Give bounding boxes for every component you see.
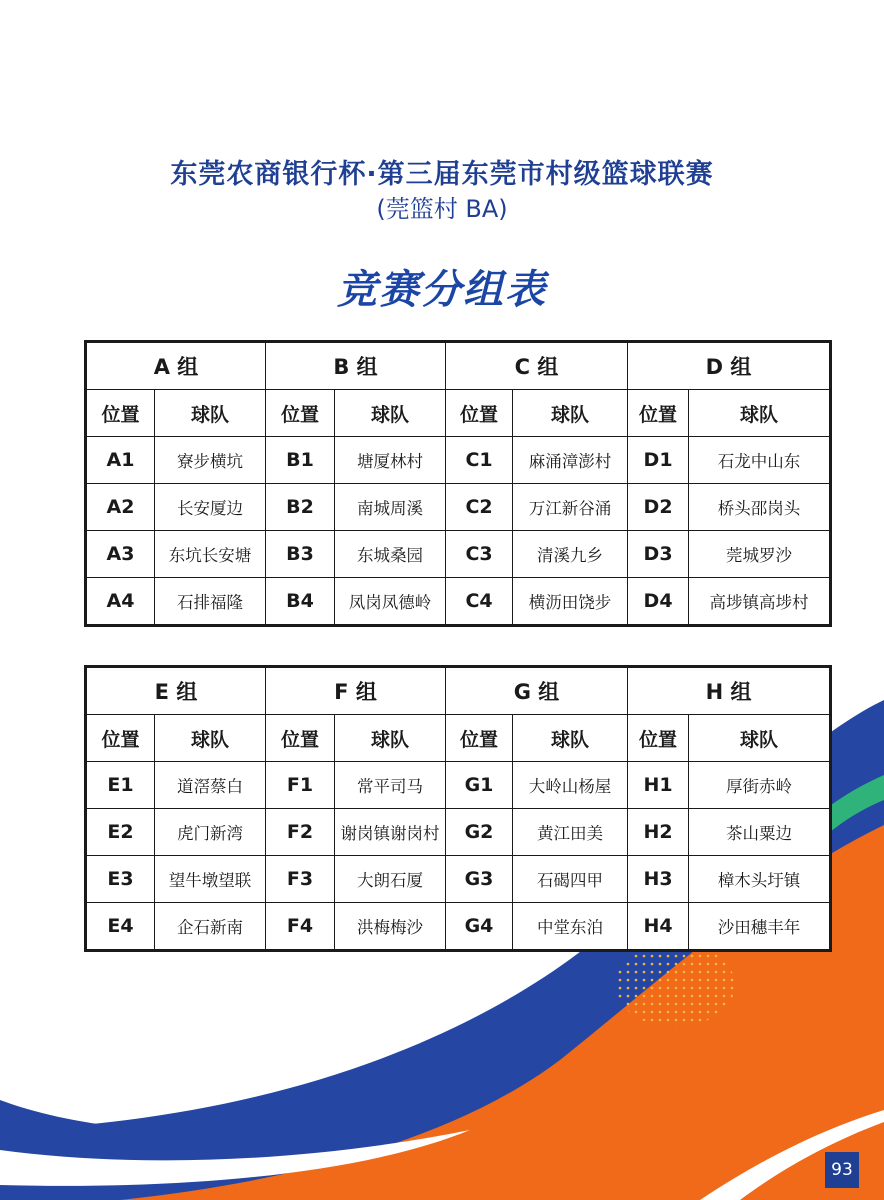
position-cell: E3	[86, 856, 155, 903]
team-cell: 谢岗镇谢岗村	[335, 809, 446, 856]
position-cell: G3	[446, 856, 513, 903]
position-cell: C2	[446, 484, 513, 531]
position-cell: H4	[628, 903, 689, 951]
page-title: 东莞农商银行杯·第三届东莞市村级篮球联赛	[170, 159, 714, 190]
team-cell: 沙田穗丰年	[689, 903, 831, 951]
table-row	[86, 578, 831, 626]
team-cell: 石排福隆	[155, 578, 266, 626]
team-cell: 大岭山杨屋	[513, 762, 628, 809]
group-table-1	[84, 340, 832, 627]
position-header: 位置	[86, 390, 155, 437]
position-header: 位置	[266, 390, 335, 437]
position-cell: F2	[266, 809, 335, 856]
position-cell: A2	[86, 484, 155, 531]
position-cell: E2	[86, 809, 155, 856]
position-cell: E1	[86, 762, 155, 809]
team-header: 球队	[335, 715, 446, 762]
position-cell: A1	[86, 437, 155, 484]
group-name: G 组	[446, 667, 628, 715]
team-cell: 虎门新湾	[155, 809, 266, 856]
team-header: 球队	[155, 390, 266, 437]
table-row	[86, 762, 831, 809]
position-cell: C4	[446, 578, 513, 626]
section-heading: 竞赛分组表	[337, 267, 547, 313]
team-header: 球队	[513, 715, 628, 762]
position-cell: H3	[628, 856, 689, 903]
position-cell: A3	[86, 531, 155, 578]
team-cell: 东坑长安塘	[155, 531, 266, 578]
position-header: 位置	[446, 390, 513, 437]
position-header: 位置	[266, 715, 335, 762]
position-cell: D3	[628, 531, 689, 578]
position-cell: D2	[628, 484, 689, 531]
position-cell: F4	[266, 903, 335, 951]
team-cell: 东城桑园	[335, 531, 446, 578]
team-cell: 洪梅梅沙	[335, 903, 446, 951]
position-cell: G2	[446, 809, 513, 856]
position-cell: D4	[628, 578, 689, 626]
position-cell: B4	[266, 578, 335, 626]
position-cell: E4	[86, 903, 155, 951]
position-cell: B1	[266, 437, 335, 484]
team-cell: 万江新谷涌	[513, 484, 628, 531]
team-cell: 横沥田饶步	[513, 578, 628, 626]
team-cell: 厚街赤岭	[689, 762, 831, 809]
position-cell: B3	[266, 531, 335, 578]
team-cell: 樟木头圩镇	[689, 856, 831, 903]
team-cell: 中堂东泊	[513, 903, 628, 951]
team-cell: 石碣四甲	[513, 856, 628, 903]
team-cell: 莞城罗沙	[689, 531, 831, 578]
team-header: 球队	[689, 390, 831, 437]
group-header-row	[86, 342, 831, 390]
group-name: H 组	[628, 667, 831, 715]
team-cell: 寮步横坑	[155, 437, 266, 484]
group-name: A 组	[86, 342, 266, 390]
team-cell: 清溪九乡	[513, 531, 628, 578]
position-cell: G1	[446, 762, 513, 809]
team-header: 球队	[155, 715, 266, 762]
table-row	[86, 531, 831, 578]
position-cell: C1	[446, 437, 513, 484]
column-header-row	[86, 715, 831, 762]
position-cell: C3	[446, 531, 513, 578]
group-header-row	[86, 667, 831, 715]
position-cell: A4	[86, 578, 155, 626]
team-cell: 凤岗凤德岭	[335, 578, 446, 626]
table-row	[86, 809, 831, 856]
position-cell: H2	[628, 809, 689, 856]
position-cell: F3	[266, 856, 335, 903]
team-cell: 石龙中山东	[689, 437, 831, 484]
team-cell: 企石新南	[155, 903, 266, 951]
group-table-2	[84, 665, 832, 952]
position-header: 位置	[446, 715, 513, 762]
table-row	[86, 437, 831, 484]
team-cell: 大朗石厦	[335, 856, 446, 903]
team-cell: 望牛墩望联	[155, 856, 266, 903]
team-cell: 高埗镇高埗村	[689, 578, 831, 626]
team-cell: 黄江田美	[513, 809, 628, 856]
table-row	[86, 903, 831, 951]
page-number: 93	[825, 1152, 859, 1188]
position-cell: F1	[266, 762, 335, 809]
position-header: 位置	[628, 390, 689, 437]
position-cell: H1	[628, 762, 689, 809]
page-subtitle: (莞篮村 BA)	[376, 195, 508, 223]
column-header-row	[86, 390, 831, 437]
group-name: D 组	[628, 342, 831, 390]
team-cell: 道滘蔡白	[155, 762, 266, 809]
position-cell: B2	[266, 484, 335, 531]
group-name: E 组	[86, 667, 266, 715]
team-cell: 常平司马	[335, 762, 446, 809]
team-cell: 塘厦林村	[335, 437, 446, 484]
position-cell: D1	[628, 437, 689, 484]
position-header: 位置	[86, 715, 155, 762]
team-cell: 南城周溪	[335, 484, 446, 531]
position-cell: G4	[446, 903, 513, 951]
team-header: 球队	[335, 390, 446, 437]
table-row	[86, 484, 831, 531]
position-header: 位置	[628, 715, 689, 762]
team-header: 球队	[513, 390, 628, 437]
team-cell: 长安厦边	[155, 484, 266, 531]
group-name: C 组	[446, 342, 628, 390]
dotted-ball-shape	[615, 943, 735, 1027]
team-header: 球队	[689, 715, 831, 762]
group-name: B 组	[266, 342, 446, 390]
group-name: F 组	[266, 667, 446, 715]
team-cell: 桥头邵岗头	[689, 484, 831, 531]
team-cell: 麻涌漳澎村	[513, 437, 628, 484]
team-cell: 茶山粟边	[689, 809, 831, 856]
table-row	[86, 856, 831, 903]
